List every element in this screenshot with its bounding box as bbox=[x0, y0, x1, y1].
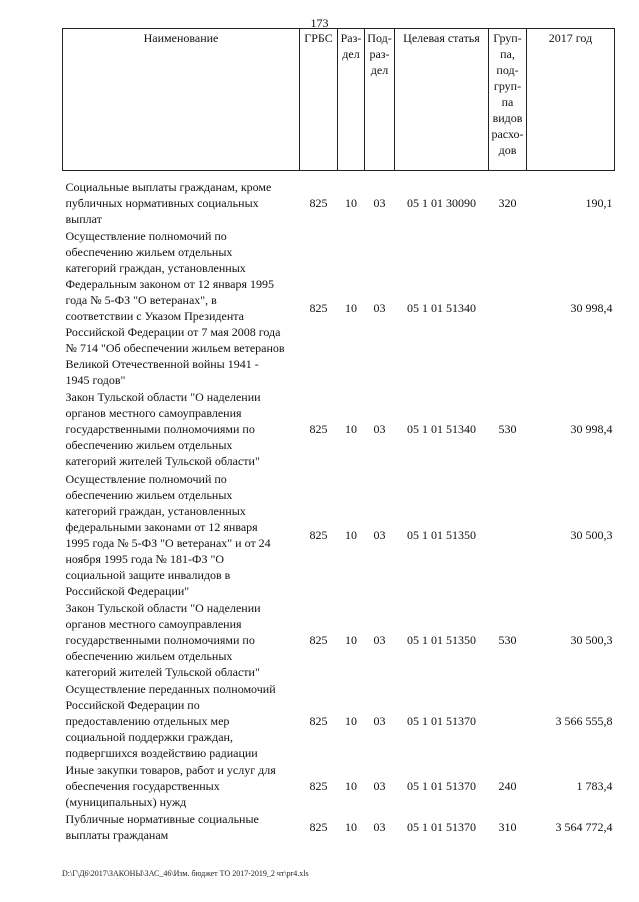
row-razdel: 10 bbox=[345, 820, 357, 834]
row-razdel: 10 bbox=[345, 300, 357, 315]
row-amount: 1 783,4 bbox=[576, 779, 613, 793]
row-grbs: 825 bbox=[309, 633, 328, 647]
header-year: 2017 год bbox=[527, 29, 615, 171]
table-header-row bbox=[63, 29, 615, 171]
row-name: Осуществление полномочий по обеспечению жильем отдельных категорий граждан, установленных Федеральным законом от 12 января 1995 года № 5-ФЗ "О ветеранах", в соответствии с Указом Президента Российской Федерации от 7 мая 2008 года № 714 "Об обеспечении жильем ветеранов Великой Отечественной войны 1941 - 1945 годов" bbox=[65, 228, 285, 387]
row-razdel: 10 bbox=[345, 633, 357, 647]
header-podrazdel: Под- раз- дел bbox=[365, 29, 395, 171]
row-grbs: 825 bbox=[309, 714, 328, 728]
row-grbs: 825 bbox=[309, 422, 328, 436]
row-podrazdel: 03 bbox=[373, 422, 386, 436]
row-razdel: 10 bbox=[345, 779, 357, 793]
row-razdel: 10 bbox=[345, 422, 357, 436]
table-row bbox=[63, 470, 615, 600]
table-row bbox=[63, 227, 615, 389]
row-podrazdel: 03 bbox=[373, 820, 386, 834]
row-target: 05 1 01 51370 bbox=[407, 714, 476, 728]
row-name: Закон Тульской области "О наделении органов местного самоуправления государственными полномочиями по обеспечению жильем отдельных категорий жителей Тульской области" bbox=[65, 390, 261, 468]
row-target: 05 1 01 51370 bbox=[407, 779, 476, 793]
row-name: Публичные нормативные социальные выплаты гражданам bbox=[65, 812, 259, 842]
row-amount: 3 564 772,4 bbox=[555, 820, 613, 834]
row-group bbox=[489, 470, 527, 600]
row-target: 05 1 01 51350 bbox=[407, 633, 476, 647]
row-target: 05 1 01 51340 bbox=[407, 300, 476, 315]
row-target: 05 1 01 51340 bbox=[407, 422, 476, 436]
row-amount: 30 998,4 bbox=[570, 300, 613, 315]
row-group: 320 bbox=[498, 195, 517, 210]
header-target: Целевая статья bbox=[395, 29, 489, 171]
table-row bbox=[63, 681, 615, 762]
row-podrazdel: 03 bbox=[373, 527, 386, 542]
row-name: Иные закупки товаров, работ и услуг для обеспечения государственных (муниципальных) нужд bbox=[65, 763, 276, 809]
row-razdel: 10 bbox=[345, 195, 357, 210]
table-row bbox=[63, 600, 615, 681]
row-name: Социальные выплаты гражданам, кроме публичных нормативных социальных выплат bbox=[65, 179, 272, 226]
file-path-footer: D:\Г\Д6\2017\ЗАКОНЫ\ЗАС_46\Изм. бюджет ТО 2017-2019_2 чт\pr4.xls bbox=[62, 869, 309, 878]
table-row bbox=[63, 389, 615, 470]
row-podrazdel: 03 bbox=[373, 779, 386, 793]
header-razdel: Раз- дел bbox=[338, 29, 365, 171]
row-grbs: 825 bbox=[309, 195, 328, 210]
table-row bbox=[63, 811, 615, 844]
row-group bbox=[489, 227, 527, 389]
budget-table bbox=[62, 28, 615, 844]
row-podrazdel: 03 bbox=[373, 300, 386, 315]
header-name: Наименование bbox=[63, 29, 300, 171]
row-grbs: 825 bbox=[309, 779, 328, 793]
page-number: 173 bbox=[310, 16, 329, 30]
header-group: Груп- па, под- груп- па видов расхо- дов bbox=[489, 29, 527, 171]
row-grbs: 825 bbox=[309, 820, 328, 834]
row-group: 310 bbox=[498, 820, 517, 834]
table-row bbox=[63, 762, 615, 811]
row-razdel: 10 bbox=[345, 714, 357, 728]
row-podrazdel: 03 bbox=[373, 714, 386, 728]
row-target: 05 1 01 30090 bbox=[407, 195, 476, 210]
row-razdel: 10 bbox=[345, 527, 357, 542]
row-group: 530 bbox=[498, 422, 517, 436]
row-group: 530 bbox=[498, 633, 517, 647]
row-amount: 30 500,3 bbox=[570, 633, 613, 647]
row-amount: 30 500,3 bbox=[570, 527, 613, 542]
table-row bbox=[63, 179, 615, 227]
row-amount: 3 566 555,8 bbox=[555, 714, 613, 728]
row-target: 05 1 01 51350 bbox=[407, 527, 476, 542]
header-grbs: ГРБС bbox=[300, 29, 338, 171]
row-name: Осуществление полномочий по обеспечению жильем отдельных категорий граждан, установленных федеральными законами от 12 января 1995 года № 5-ФЗ "О ветеранах" и от 24 ноября 1995 года № 181-ФЗ "О социальной защите инвалидов в Российской Федерации" bbox=[65, 471, 271, 598]
row-podrazdel: 03 bbox=[373, 195, 386, 210]
row-podrazdel: 03 bbox=[373, 633, 386, 647]
row-name: Осуществление переданных полномочий Российской Федерации по предоставлению отдельных мер социальной поддержки граждан, подвергшихся воздействию радиации bbox=[65, 682, 276, 760]
row-grbs: 825 bbox=[309, 527, 328, 542]
row-name: Закон Тульской области "О наделении органов местного самоуправления государственными полномочиями по обеспечению жильем отдельных категорий жителей Тульской области" bbox=[65, 601, 261, 679]
row-group bbox=[489, 681, 527, 762]
row-group: 240 bbox=[498, 779, 517, 793]
row-amount: 190,1 bbox=[585, 195, 613, 210]
row-target: 05 1 01 51370 bbox=[407, 820, 476, 834]
row-amount: 30 998,4 bbox=[570, 422, 613, 436]
row-grbs: 825 bbox=[309, 300, 328, 315]
